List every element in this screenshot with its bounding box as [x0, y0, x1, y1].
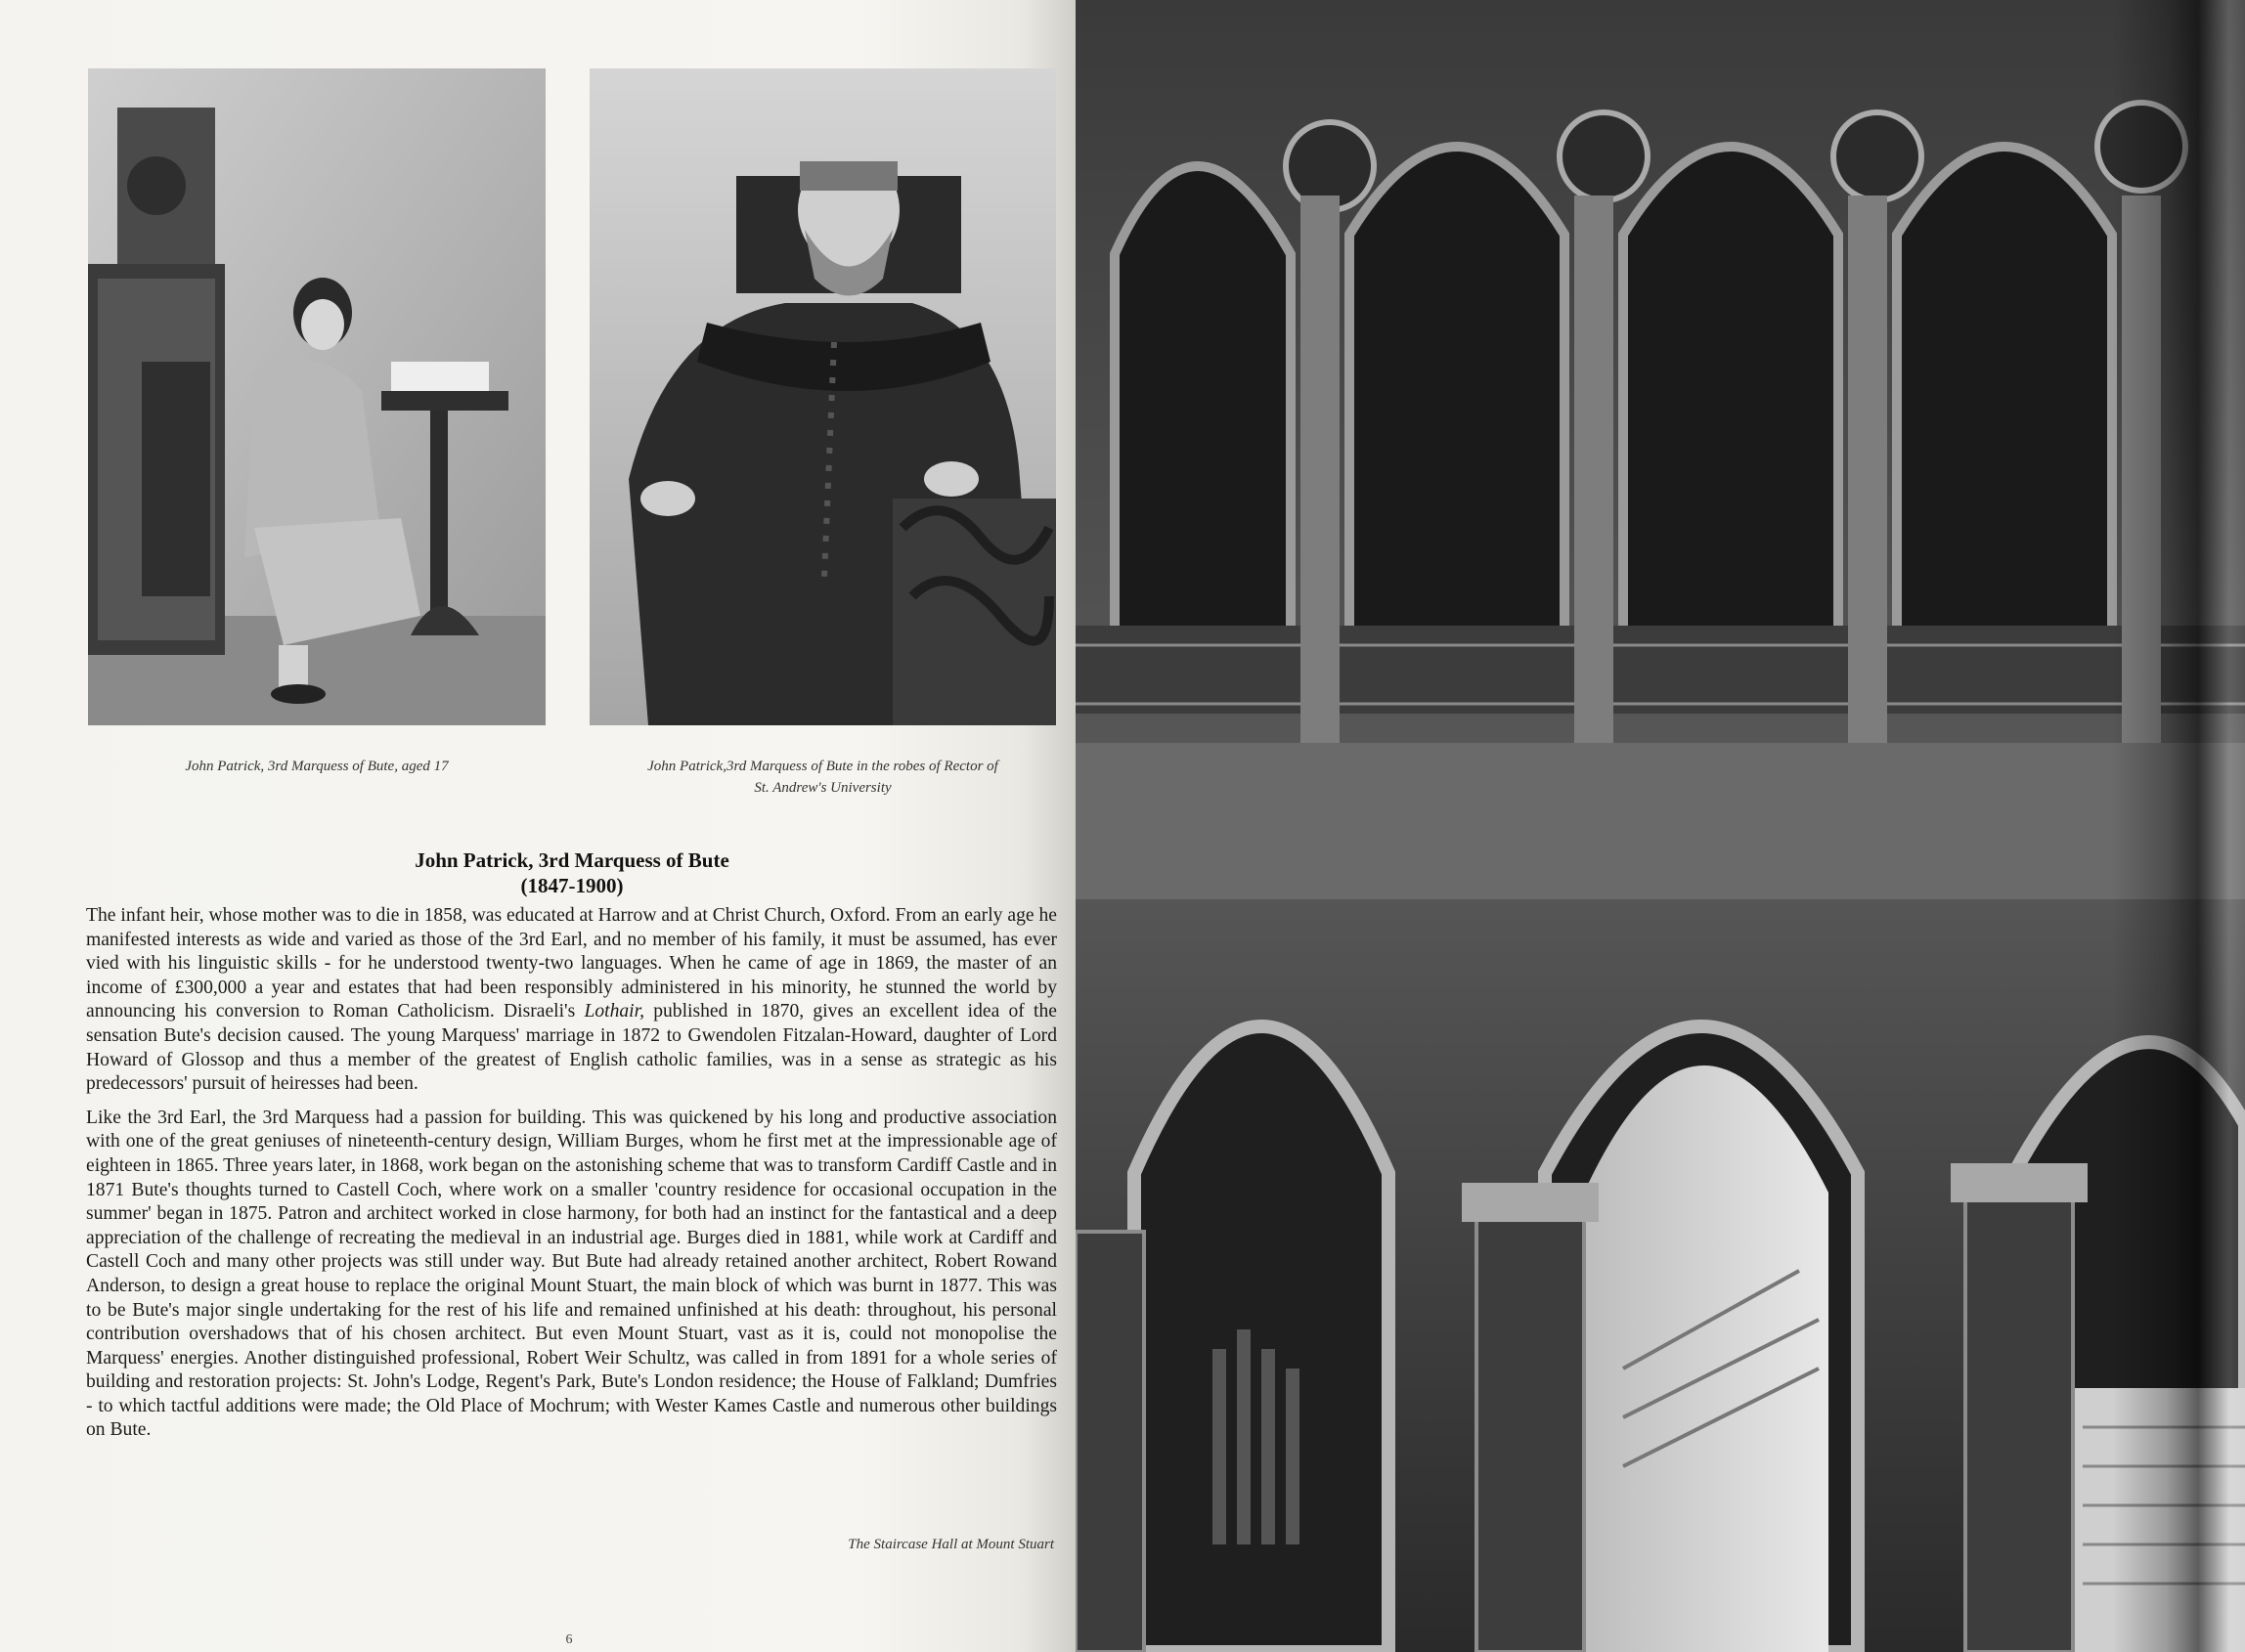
- staircase-hall-photo: [1076, 0, 2245, 1652]
- photo-young-marquess: [88, 68, 546, 725]
- section-dates: (1847-1900): [520, 874, 624, 897]
- section-heading: [86, 848, 1058, 898]
- caption-line-1: John Patrick,3rd Marquess of Bute in the robes of Rector of: [647, 759, 998, 774]
- caption-line-2: St. Andrew's University: [754, 780, 892, 796]
- caption-photo-young-marquess: John Patrick, 3rd Marquess of Bute, aged 17: [185, 759, 449, 774]
- book-title-lothair: Lothair,: [584, 1001, 644, 1022]
- staircase-hall-illustration: [1076, 0, 2245, 1652]
- caption-staircase-hall: The Staircase Hall at Mount Stuart: [848, 1537, 1054, 1552]
- paragraph-1-part-a: The infant heir, whose mother was to die in 1858, was educated at Harrow and at Christ Church, Oxford. From an early age he manifested interests as wide and varied as those of the 3rd Earl, and no member of his family, it must be assumed, has ever vied with his linguistic skills - for he understood twenty-two languages. When he came of age in 1869, the master of an income of £300,000 a year and estates that had been responsibly administered in his minority, he stunned the world by announcing his conversion to Roman Catholicism. Disraeli's: [86, 905, 1057, 1022]
- paragraph-1-part-b: published in 1870, gives an excellent idea of the sensation Bute's decision caused. The young Marquess' marriage in 1872 to Gwendolen Fitzalan-Howard, daughter of Lord Howard of Glossop and thus a member of the greatest of English catholic families, was in a sense as strategic as his predecessors' pursuit of heiresses had been.: [86, 1001, 1057, 1095]
- section-title: John Patrick, 3rd Marquess of Bute: [415, 848, 729, 872]
- body-text: [86, 904, 1057, 1453]
- paragraph-2: Like the 3rd Earl, the 3rd Marquess had a passion for building. This was quickened by his long and productive association with one of the great geniuses of nineteenth-century design, William Burges, whom he first met at the impressionable age of eighteen in 1865. Three years later, in 1868, work began on the astonishing scheme that was to transform Cardiff Castle and in 1871 Bute's thoughts turned to Castell Coch, where work on a smaller 'country residence for occasional occupation in the summer' began in 1875. Patron and architect worked in close harmony, for both had an instinct for the fantastical and a deep appreciation of the challenge of recreating the medieval in an industrial age. Burges died in 1881, while work at Cardiff and Castell Coch and many other projects was still under way. But Bute had already retained another architect, Robert Rowand Anderson, to design a great house to replace the original Mount Stuart, the main block of which was burnt in 1877. This was to be Bute's major single undertaking for the rest of his life and remained unfinished at his death: throughout, his personal contribution overshadows that of his chosen architect. But even Mount Stuart, vast as it is, could not monopolise the Marquess' energies. Another distinguished professional, Robert Weir Schultz, was called in from 1891 for a whole series of building and restoration projects: St. John's Lodge, Regent's Park, Bute's London residence; the House of Falkland; Dumfries - to which tactful additions were made; the Old Place of Mochrum; with Wester Kames Castle and numerous other buildings on Bute.: [86, 1107, 1057, 1441]
- left-page: [0, 0, 1076, 1652]
- paragraph-1: [86, 904, 1057, 1097]
- page-number: 6: [565, 1632, 573, 1647]
- photo-marquess-in-robes: [590, 68, 1056, 725]
- caption-photo-marquess-robes: [590, 756, 1056, 799]
